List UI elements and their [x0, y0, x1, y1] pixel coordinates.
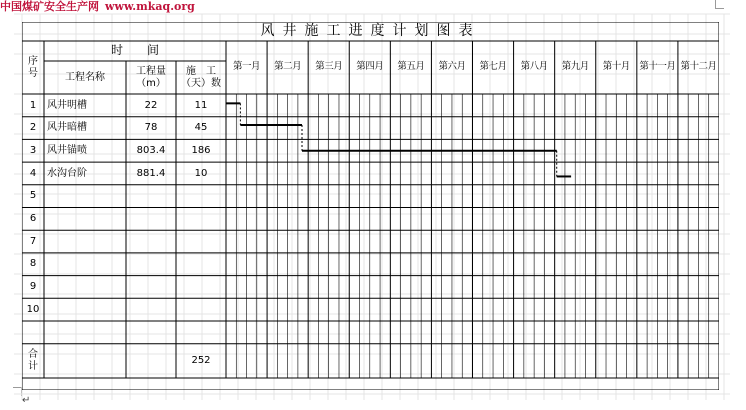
paragraph-mark: ↵: [22, 395, 31, 406]
table-title: 风井施工进度计划图表: [260, 23, 481, 40]
row-number: 3: [29, 144, 37, 156]
row-name: 风井锚喷: [47, 144, 87, 156]
quantity-header: [126, 61, 176, 94]
watermark-url: www.mkaq.org: [105, 0, 195, 13]
row-number: 9: [29, 281, 37, 293]
row-quantity: [126, 276, 176, 299]
month-header: 第一月: [233, 61, 261, 73]
month-header: 第十二月: [680, 61, 717, 73]
quantity-header-top: 工程量: [136, 66, 166, 77]
time-header: 时 间: [110, 43, 159, 58]
row-number: 4: [29, 167, 37, 179]
row-quantity: 22: [144, 99, 158, 111]
month-header: 第六月: [438, 61, 466, 73]
row-quantity: [126, 298, 176, 321]
month-header: 第十月: [602, 61, 630, 73]
row-days: [176, 253, 226, 276]
month-header: 第八月: [520, 61, 548, 73]
row-days: 186: [191, 144, 211, 156]
row-quantity: 78: [144, 122, 158, 134]
month-header: 第五月: [397, 61, 425, 73]
row-quantity: [126, 321, 176, 344]
seq-header-top: 序: [28, 56, 38, 67]
days-header-bottom: （天）数: [181, 77, 221, 89]
watermark-site-name: 中国煤矿安全生产网: [0, 0, 99, 13]
name-header: 工程名称: [65, 71, 105, 83]
quantity-header-bottom: （m）: [136, 77, 166, 89]
schedule-table: [22, 22, 719, 390]
days-header-top: 施 工: [186, 66, 216, 77]
row-quantity: 881.4: [136, 167, 166, 179]
row-days: 11: [194, 99, 208, 111]
total-days: 252: [191, 355, 211, 367]
row-quantity: [126, 208, 176, 231]
row-name: [44, 230, 126, 253]
month-header: 第七月: [479, 61, 507, 73]
month-header: 第十一月: [639, 61, 676, 73]
row-quantity: [126, 185, 176, 208]
row-number: 7: [29, 235, 37, 247]
row-number: 8: [29, 258, 37, 270]
days-header: [176, 61, 226, 94]
total-label-bottom: 计: [28, 360, 38, 372]
month-header: 第四月: [356, 61, 384, 73]
row-days: [176, 321, 226, 344]
month-header: 第二月: [274, 61, 302, 73]
total-label: [22, 344, 44, 378]
row-number: 10: [26, 303, 40, 315]
row-number: 2: [29, 122, 37, 134]
row-name: 水沟台阶: [47, 167, 87, 179]
row-name: [44, 185, 126, 208]
row-name: 风井暗槽: [47, 122, 87, 134]
row-number: 6: [29, 213, 37, 225]
month-header: 第三月: [315, 61, 343, 73]
row-quantity: [126, 253, 176, 276]
row-number: [22, 321, 44, 344]
row-name: 风井明槽: [47, 99, 87, 111]
row-name: [44, 208, 126, 231]
row-days: [176, 208, 226, 231]
row-days: 45: [194, 122, 208, 134]
row-name: [44, 253, 126, 276]
row-days: [176, 185, 226, 208]
row-name: [44, 276, 126, 299]
month-header: 第九月: [561, 61, 589, 73]
row-name: [44, 298, 126, 321]
total-label-top: 合: [28, 349, 38, 361]
seq-header-bottom: 号: [28, 67, 38, 79]
row-quantity: 803.4: [136, 144, 166, 156]
row-number: 1: [29, 99, 37, 111]
row-days: 10: [194, 167, 208, 179]
row-name: [44, 321, 126, 344]
row-days: [176, 230, 226, 253]
row-days: [176, 276, 226, 299]
row-days: [176, 298, 226, 321]
seq-header: [22, 41, 44, 94]
row-quantity: [126, 230, 176, 253]
row-number: 5: [29, 190, 37, 202]
